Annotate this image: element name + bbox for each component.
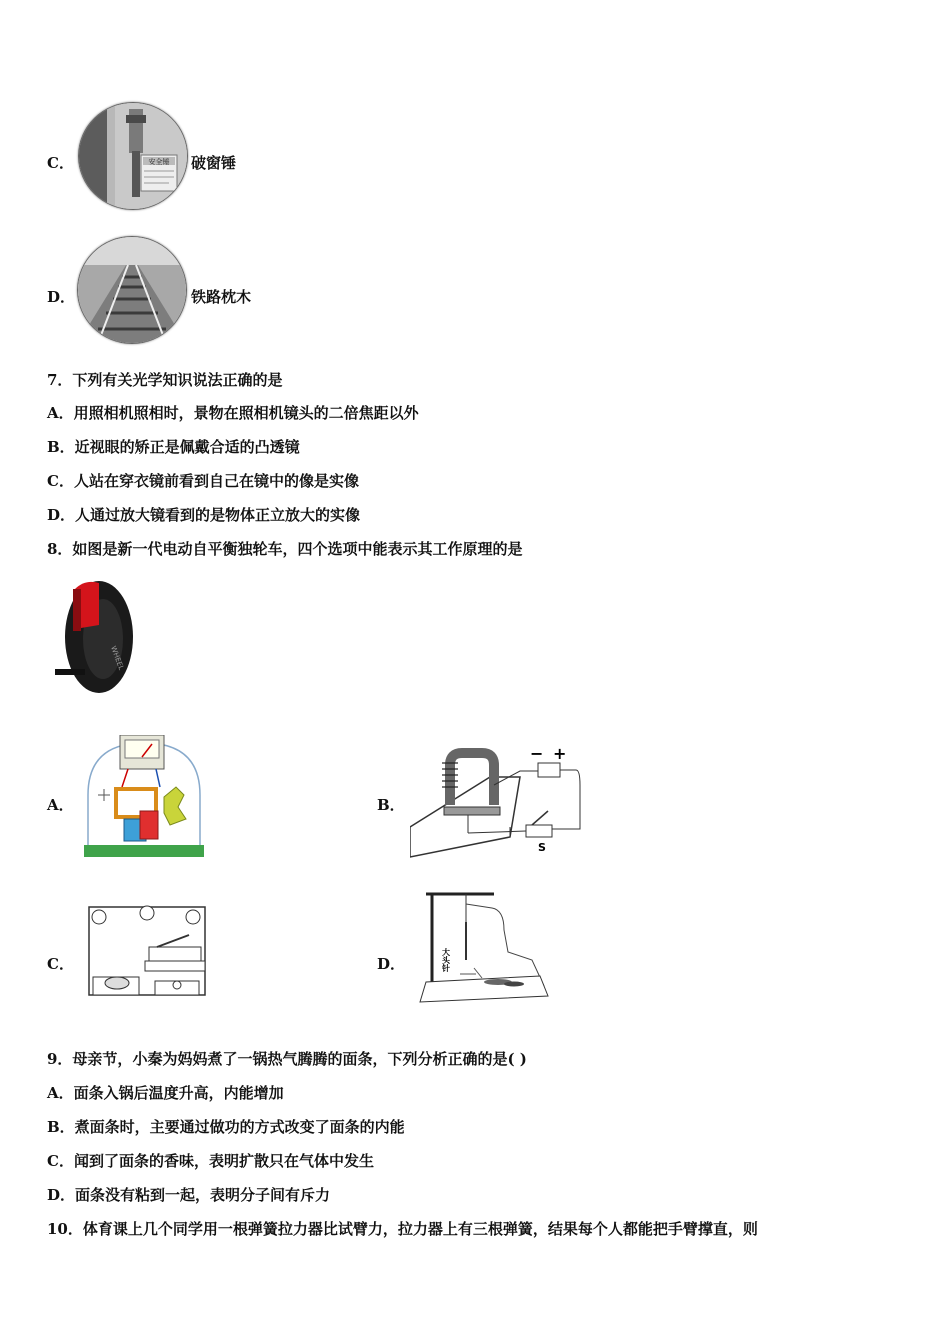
battery-minus-sign: −	[530, 745, 544, 763]
q7-option-b: B．近视眼的矫正是佩戴合适的凸透镜	[47, 438, 300, 456]
needle-label: 大头针	[441, 948, 451, 972]
safety-hammer-sign-text: 安全锤	[148, 158, 170, 166]
q8-option-a-label: A．	[47, 796, 74, 814]
q6-option-c-caption: 破窗锤	[191, 154, 237, 172]
battery-plus-sign: +	[553, 745, 567, 763]
window-hammer-photo	[78, 102, 188, 210]
generator-diagram-a	[80, 735, 208, 859]
q7-option-d: D．人通过放大镜看到的是物体正立放大的实像	[47, 506, 361, 524]
q9-option-a: A．面条入锅后温度升高，内能增加	[47, 1084, 284, 1102]
q10-stem: 10．体育课上几个同学用一根弹簧拉力器比试臂力，拉力器上有三根弹簧，结果每个人都能把手臂撑直，则	[47, 1220, 758, 1238]
q7-option-c: C．人站在穿衣镜前看到自己在镜中的像是实像	[47, 472, 359, 490]
q8-option-d-label: D．	[377, 955, 406, 973]
q9-option-c: C．闻到了面条的香味，表明扩散只在气体中发生	[47, 1152, 374, 1170]
q6-option-d-caption: 铁路枕木	[191, 288, 252, 306]
unicycle-photo	[55, 577, 137, 697]
switch-label: S	[538, 841, 546, 854]
svg-text:WHEEL: WHEEL	[109, 644, 126, 672]
q9-option-b: B．煮面条时，主要通过做功的方式改变了面条的内能	[47, 1118, 405, 1136]
q6-option-c-label: C．	[47, 154, 74, 172]
q6-option-d-label: D．	[47, 288, 76, 306]
q9-option-d: D．面条没有粘到一起，表明分子间有斥力	[47, 1186, 331, 1204]
q7-option-a: A．用照相机照相时，景物在照相机镜头的二倍焦距以外	[47, 404, 419, 422]
circuit-diagram-c	[85, 897, 210, 1003]
q9-stem: 9．母亲节，小秦为妈妈煮了一锅热气腾腾的面条，下列分析正确的是( )	[47, 1050, 527, 1068]
q8-stem: 8．如图是新一代电动自平衡独轮车，四个选项中能表示其工作原理的是	[47, 540, 523, 558]
q8-option-c-label: C．	[47, 955, 74, 973]
needle-experiment-diagram-d	[412, 890, 552, 1005]
q7-stem: 7．下列有关光学知识说法正确的是	[47, 371, 283, 389]
electromagnet-diagram-b	[410, 745, 585, 860]
railway-sleepers-photo	[77, 236, 187, 344]
q8-option-b-label: B．	[377, 796, 405, 814]
